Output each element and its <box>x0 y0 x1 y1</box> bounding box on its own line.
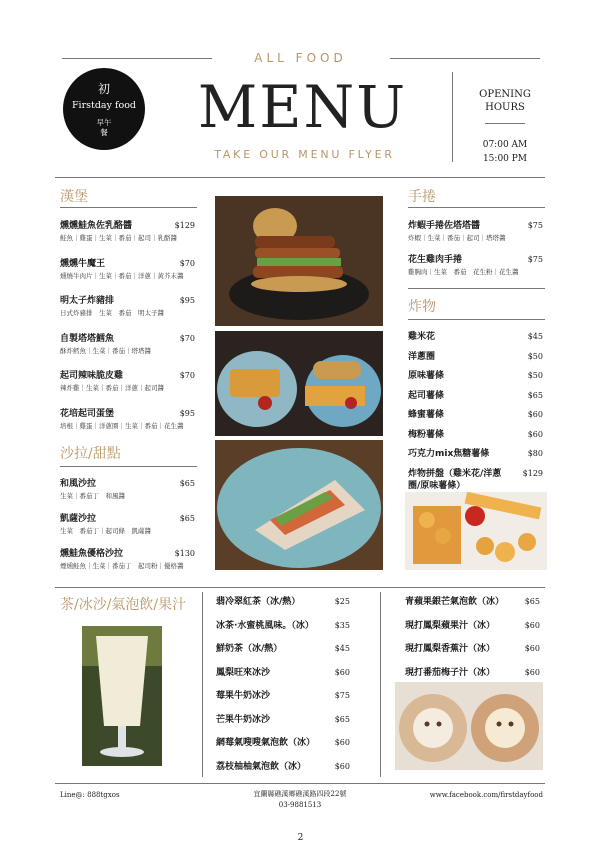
opening-hours-label: OPENING HOURS <box>479 89 531 113</box>
menu-item-name: 蜂蜜薯條 <box>408 410 445 420</box>
drink-price: $60 <box>334 738 350 747</box>
menu-item-desc: 酥炸鱈魚｜生菜｜番茄｜塔塔醬 <box>60 346 151 355</box>
menu-item-price: $60 <box>527 429 543 439</box>
menu-item-price: $70 <box>179 371 195 380</box>
menu-item-name: 凱薩沙拉 <box>60 514 97 524</box>
menu-item-price: $95 <box>179 408 195 418</box>
menu-item-name: 雞米花 <box>408 332 436 342</box>
menu-item-desc: 煙燻鮭魚｜生菜｜番茄丁 起司粉｜優格醬 <box>60 562 184 570</box>
opening-times: 07:00 AM 15:00 PM <box>482 140 528 164</box>
menu-item-name: 炸物拼盤（雞米花/洋蔥 <box>408 468 502 479</box>
menu-item-name: 炸蝦手捲佐塔塔醬 <box>408 221 481 231</box>
menu-item-price: $60 <box>527 410 543 419</box>
drink-price: $60 <box>524 620 540 630</box>
fried-rule <box>408 319 545 320</box>
drink-name: 鮮奶茶（冰/熱） <box>216 644 283 654</box>
drink-name: 網莓氣嗖嗖氣泡飲（冰） <box>216 738 316 748</box>
header-bottom-rule <box>55 177 545 178</box>
logo-name: Firstday food <box>71 100 137 111</box>
menu-item-name: 巧克力mix焦糖薯條 <box>408 449 490 459</box>
menu-item-price: $75 <box>527 221 543 230</box>
drink-name: 現打鳳梨蘋果汁（冰） <box>405 620 496 631</box>
handroll-rule <box>408 207 545 208</box>
hours-divider <box>485 123 525 124</box>
drink-price: $25 <box>334 597 350 606</box>
menu-item-price: $65 <box>179 479 195 488</box>
menu-item-price: $50 <box>527 371 543 380</box>
latte-art-photo <box>395 682 543 770</box>
brand-logo <box>63 68 145 150</box>
tagline: TAKE OUR MENU FLYER <box>214 148 395 161</box>
page-title: MENU <box>197 73 408 141</box>
menu-item-desc: 日式炸豬排 生菜 番茄 明太子醬 <box>60 309 164 317</box>
drink-price: $60 <box>524 667 540 677</box>
drink-name: 莓果牛奶冰沙 <box>216 691 271 701</box>
wrap-photo <box>215 440 383 570</box>
menu-item-name: 原味薯條 <box>408 371 445 381</box>
menu-item-desc: 辣炸雞｜生菜｜番茄｜洋蔥｜起司醬 <box>60 384 164 392</box>
menu-item-desc: 鮭魚｜雞蛋｜生菜｜番茄｜起司｜乳酪醬 <box>60 234 177 242</box>
salad-rule <box>60 466 197 467</box>
drink-name: 荔枝柚柚氣泡飲（冰） <box>216 761 307 772</box>
drink-price: $60 <box>524 644 540 653</box>
menu-item-price: $65 <box>179 514 195 523</box>
menu-item-price: $95 <box>179 296 195 305</box>
menu-item-desc: 生菜 番茄丁｜起司條 凱薩醬 <box>60 527 151 535</box>
drink-price: $65 <box>334 714 350 724</box>
milkshake-photo <box>82 626 162 766</box>
menu-item-price: $129 <box>522 468 543 478</box>
menu-item-price: $45 <box>527 332 543 341</box>
menu-item-price: $70 <box>179 333 195 343</box>
menu-item-price: $65 <box>527 390 543 400</box>
burger-photo <box>215 196 383 326</box>
drink-name: 冰茶·水蜜桃風味。（冰） <box>216 620 314 631</box>
menu-item-name: 洋蔥圈 <box>408 351 436 362</box>
drink-name: 現打鳳梨香蕉汁（冰） <box>405 644 496 654</box>
address: 宜蘭縣礁溪鄉礁溪路四段22號 <box>253 790 347 798</box>
menu-item-desc: 炸蝦｜生菜｜番茄｜起司｜塔塔醬 <box>408 234 506 242</box>
logo-char: 初 <box>97 82 110 96</box>
drink-price: $45 <box>334 644 350 653</box>
drink-name: 現打番茄梅子汁（冰） <box>405 667 496 678</box>
section-heading-fried: 炸物 <box>408 299 436 315</box>
drinks-divider-2 <box>380 592 381 777</box>
handroll-bottom-rule <box>408 288 545 289</box>
drink-name: 青蘋果銀芒氣泡飲（冰） <box>405 597 505 607</box>
section-heading-salad: 沙拉/甜點 <box>60 446 121 462</box>
menu-item-desc: 雞胸肉｜生菜 番茄 花生粉｜花生醬 <box>408 268 519 276</box>
phone: 03-9881513 <box>278 801 322 809</box>
fries-plate-photo <box>215 331 383 436</box>
drink-price: $60 <box>334 761 350 771</box>
fried-platter-photo <box>405 492 547 570</box>
drink-price: $65 <box>524 597 540 606</box>
facebook-link[interactable]: www.facebook.com/firstdayfood <box>429 791 543 799</box>
section-heading-handroll: 手捲 <box>408 189 436 205</box>
menu-item-price: $130 <box>174 549 195 558</box>
drinks-divider-1 <box>202 592 203 777</box>
menu-item-name: 和風沙拉 <box>60 479 97 489</box>
menu-item-name: 明太子炸豬排 <box>60 296 115 306</box>
page-number: 2 <box>297 833 304 843</box>
menu-item-price: $70 <box>179 258 195 268</box>
section-heading-drinks: 茶/冰沙/氣泡飲/果汁 <box>60 597 187 613</box>
drink-name: 翡冷翠紅茶（冰/熱） <box>216 597 301 607</box>
drink-name: 鳳梨旺來冰沙 <box>216 667 271 678</box>
drinks-top-rule <box>55 587 545 588</box>
menu-item-price: $50 <box>527 351 543 361</box>
address-block <box>215 789 385 811</box>
menu-item-desc: 燻燒牛肉片｜生菜｜番茄｜洋蔥｜黃芥末醬 <box>60 271 184 280</box>
drink-price: $35 <box>334 620 350 630</box>
menu-item-name: 自製塔塔鱈魚 <box>60 333 115 344</box>
menu-item-price: $129 <box>174 221 195 230</box>
menu-item-name-cont: 圈/原味薯條） <box>408 480 466 491</box>
menu-item-name: 燻燻牛魔王 <box>60 258 106 269</box>
menu-item-name: 燻鮭魚優格沙拉 <box>60 549 124 559</box>
header-vertical-divider <box>452 72 453 162</box>
menu-item-name: 花培起司蛋堡 <box>60 408 115 419</box>
menu-item-price: $80 <box>527 449 543 458</box>
burgers-rule <box>60 207 197 208</box>
line-id: Line@: 888tgxos <box>60 791 120 799</box>
drink-name: 芒果牛奶冰沙 <box>216 714 271 725</box>
footer-rule <box>55 783 545 784</box>
menu-item-name: 梅粉薯條 <box>408 429 445 440</box>
menu-item-name: 起司辣味脆皮雞 <box>60 371 124 381</box>
menu-item-name: 燻燻鮭魚佐乳酪醬 <box>60 221 133 231</box>
drink-price: $75 <box>334 691 350 700</box>
menu-item-desc: 生菜｜番茄丁 和風醬 <box>60 492 125 500</box>
menu-item-desc: 培根｜雞蛋｜洋蔥圈｜生菜｜番茄｜花生醬 <box>60 421 184 430</box>
drink-price: $60 <box>334 667 350 677</box>
all-food-label: ALL FOOD <box>254 51 347 65</box>
section-heading-burgers: 漢堡 <box>60 189 88 205</box>
menu-item-name: 起司薯條 <box>408 390 445 401</box>
logo-sub: 早午 餐 <box>96 118 112 137</box>
menu-item-name: 花生雞肉手捲 <box>408 255 463 265</box>
menu-item-price: $75 <box>527 255 543 264</box>
